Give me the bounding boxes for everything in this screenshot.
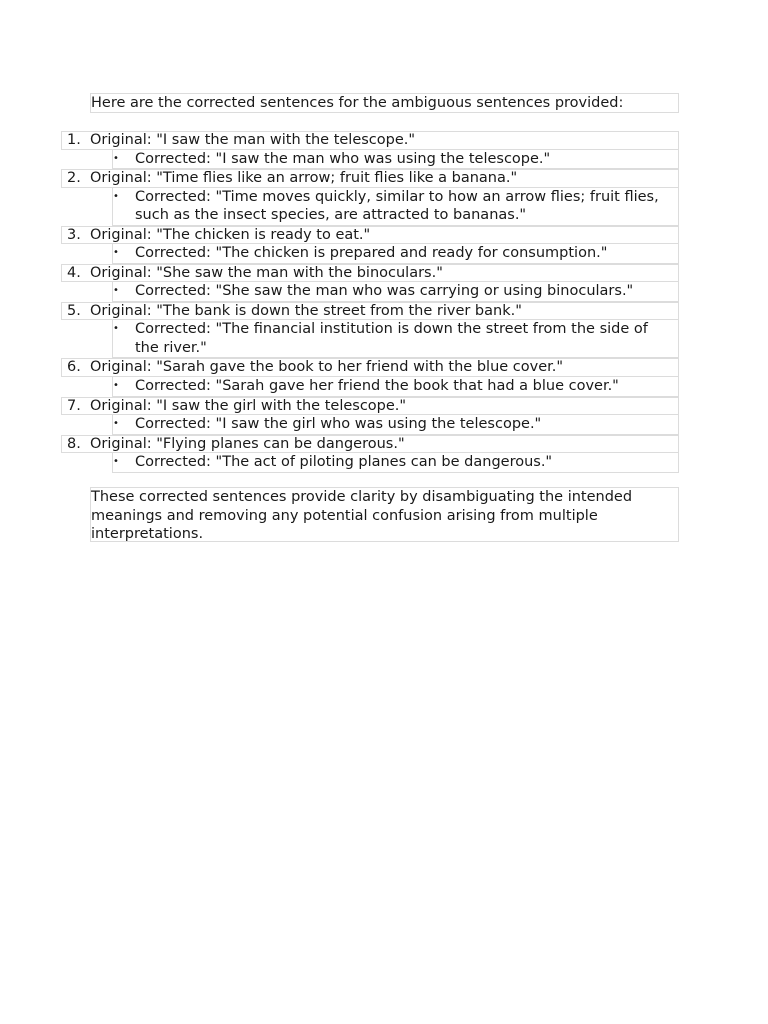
bullet-icon: • <box>113 418 119 430</box>
item-number: 7. <box>67 397 81 414</box>
corrected-sentence: Corrected: "I saw the man who was using the telescope." <box>135 150 551 167</box>
corrected-sentence-row <box>112 188 679 226</box>
corrected-sentence: Corrected: "Sarah gave her friend the book that had a blue cover." <box>135 378 619 395</box>
corrected-sentence-row <box>112 244 679 264</box>
original-sentence: Original: "Flying planes can be dangerous." <box>90 435 405 452</box>
list-item <box>61 397 679 435</box>
original-sentence: Original: "I saw the girl with the telescope." <box>90 397 407 414</box>
corrected-sentence-row <box>112 320 679 358</box>
item-number: 1. <box>67 132 81 148</box>
original-sentence: Original: "The chicken is ready to eat." <box>90 226 371 243</box>
corrected-sentence: Corrected: "The financial institution is down the street from the side of the river." <box>135 321 648 356</box>
item-number: 4. <box>67 264 81 281</box>
original-sentence: Original: "She saw the man with the binoculars." <box>90 264 443 281</box>
original-sentence-row <box>61 264 679 283</box>
original-sentence: Original: "The bank is down the street from the river bank." <box>90 302 522 319</box>
list-item <box>61 226 679 264</box>
original-sentence-row <box>61 435 679 454</box>
corrected-sentence-row <box>112 415 679 435</box>
bullet-icon: • <box>113 285 119 297</box>
corrected-sentence-row <box>112 150 679 170</box>
corrected-sentence-row <box>112 282 679 302</box>
list-item <box>61 358 679 396</box>
corrected-sentence: Corrected: "She saw the man who was carrying or using binoculars." <box>135 283 634 300</box>
item-number: 8. <box>67 435 81 452</box>
original-sentence: Original: "Sarah gave the book to her friend with the blue cover." <box>90 359 564 376</box>
original-sentence: Original: "I saw the man with the telescope." <box>90 132 416 148</box>
corrected-sentence: Corrected: "Time moves quickly, similar to how an arrow flies; fruit flies, such as the insect species, are attracted to bananas." <box>135 188 659 224</box>
bullet-icon: • <box>113 247 119 259</box>
bullet-icon: • <box>113 152 119 164</box>
intro-text: Here are the corrected sentences for the ambiguous sentences provided: <box>91 95 624 111</box>
item-number: 3. <box>67 226 81 243</box>
intro-paragraph <box>90 93 679 113</box>
item-number: 2. <box>67 170 81 187</box>
corrected-sentence: Corrected: "The chicken is prepared and ready for consumption." <box>135 245 608 262</box>
item-number: 6. <box>67 359 81 376</box>
corrections-list <box>61 131 679 473</box>
list-item <box>61 302 679 359</box>
original-sentence-row <box>61 358 679 377</box>
corrected-sentence: Corrected: "I saw the girl who was using the telescope." <box>135 416 542 433</box>
original-sentence-row <box>61 397 679 416</box>
corrected-sentence: Corrected: "The act of piloting planes can be dangerous." <box>135 454 553 471</box>
list-item <box>61 169 679 226</box>
list-item <box>61 435 679 473</box>
list-item <box>61 131 679 169</box>
bullet-icon: • <box>113 456 119 468</box>
closing-paragraph <box>90 487 679 542</box>
bullet-icon: • <box>113 190 119 202</box>
bullet-icon: • <box>113 380 119 392</box>
original-sentence-row <box>61 169 679 188</box>
original-sentence: Original: "Time flies like an arrow; fruit flies like a banana." <box>90 170 518 187</box>
corrected-sentence-row <box>112 377 679 397</box>
list-item <box>61 264 679 302</box>
item-number: 5. <box>67 302 81 319</box>
closing-text: These corrected sentences provide clarity by disambiguating the intended meanings and removing any potential confusion arising from multiple interpretations. <box>91 489 633 542</box>
original-sentence-row <box>61 226 679 245</box>
bullet-icon: • <box>113 323 119 335</box>
corrected-sentence-row <box>112 453 679 473</box>
original-sentence-row <box>61 131 679 150</box>
original-sentence-row <box>61 302 679 321</box>
